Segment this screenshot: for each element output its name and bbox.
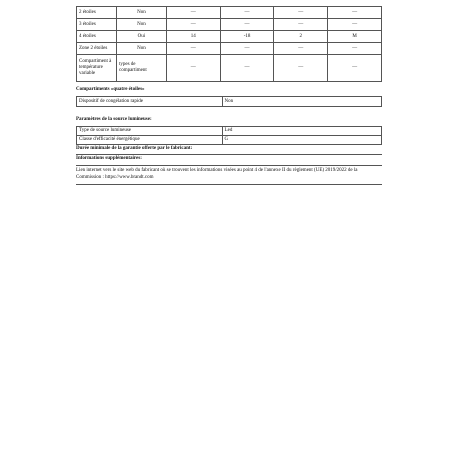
table-cell: —: [220, 19, 274, 31]
compartment-table: [76, 6, 382, 82]
light-type-value: Led: [222, 127, 381, 136]
warranty-heading: Durée minimale de la garantie offerte par le fabricant:: [76, 146, 193, 151]
compartment-name: 4 étoiles: [77, 31, 117, 43]
table-cell: —: [328, 55, 382, 82]
table-cell: —: [274, 43, 328, 55]
table-row: [77, 43, 382, 55]
compartment-flag: Non: [116, 7, 166, 19]
energy-class-label: Classe d'efficacité énergétique: [77, 136, 223, 145]
table-cell: —: [274, 7, 328, 19]
light-heading: Paramètres de la source lumineuse:: [76, 117, 152, 122]
compartment-flag: types de compartiment: [116, 55, 166, 82]
compartment-flag: Non: [116, 43, 166, 55]
extra-info-text: Lien internet vers le site web du fabricant où se trouvent les informations visées au point 4 de l'annexe II du règlement (UE) 2019/2022 de la Commission : https://www.brandt.com: [76, 168, 358, 180]
four-star-table: [76, 96, 382, 107]
table-cell: —: [166, 19, 220, 31]
table-row: [77, 31, 382, 43]
compartment-name: 3 étoiles: [77, 19, 117, 31]
divider: [76, 154, 382, 155]
table-row: [77, 19, 382, 31]
table-cell: -18: [220, 31, 274, 43]
table-cell: —: [220, 43, 274, 55]
compartment-name: 2 étoiles: [77, 7, 117, 19]
light-type-label: Type de source lumineuse: [77, 127, 223, 136]
table-cell: —: [274, 55, 328, 82]
divider: [76, 165, 382, 166]
compartment-flag: Non: [116, 19, 166, 31]
table-cell: —: [328, 7, 382, 19]
table-cell: 2: [274, 31, 328, 43]
table-cell: —: [220, 55, 274, 82]
table-row: [77, 97, 382, 107]
table-cell: —: [166, 43, 220, 55]
table-cell: —: [166, 7, 220, 19]
table-row: [77, 55, 382, 82]
extra-info-heading: Informations supplémentaires:: [76, 156, 142, 161]
table-cell: —: [166, 55, 220, 82]
table-cell: 14: [166, 31, 220, 43]
compartment-flag: Oui: [116, 31, 166, 43]
table-cell: M: [328, 31, 382, 43]
table-row: [77, 136, 382, 145]
four-star-heading: Compartiments «quatre étoiles»: [76, 87, 145, 92]
table-cell: —: [220, 7, 274, 19]
four-star-label: Dispositif de congélation rapide: [77, 97, 223, 107]
light-table: [76, 126, 382, 145]
compartment-name: Compartiment à température variable: [77, 55, 117, 82]
energy-class-value: G: [222, 136, 381, 145]
table-row: [77, 127, 382, 136]
compartment-name: Zone 2 étoiles: [77, 43, 117, 55]
four-star-value: Non: [222, 97, 381, 107]
table-cell: —: [274, 19, 328, 31]
divider: [76, 184, 382, 185]
table-cell: —: [328, 43, 382, 55]
table-row: [77, 7, 382, 19]
table-cell: —: [328, 19, 382, 31]
